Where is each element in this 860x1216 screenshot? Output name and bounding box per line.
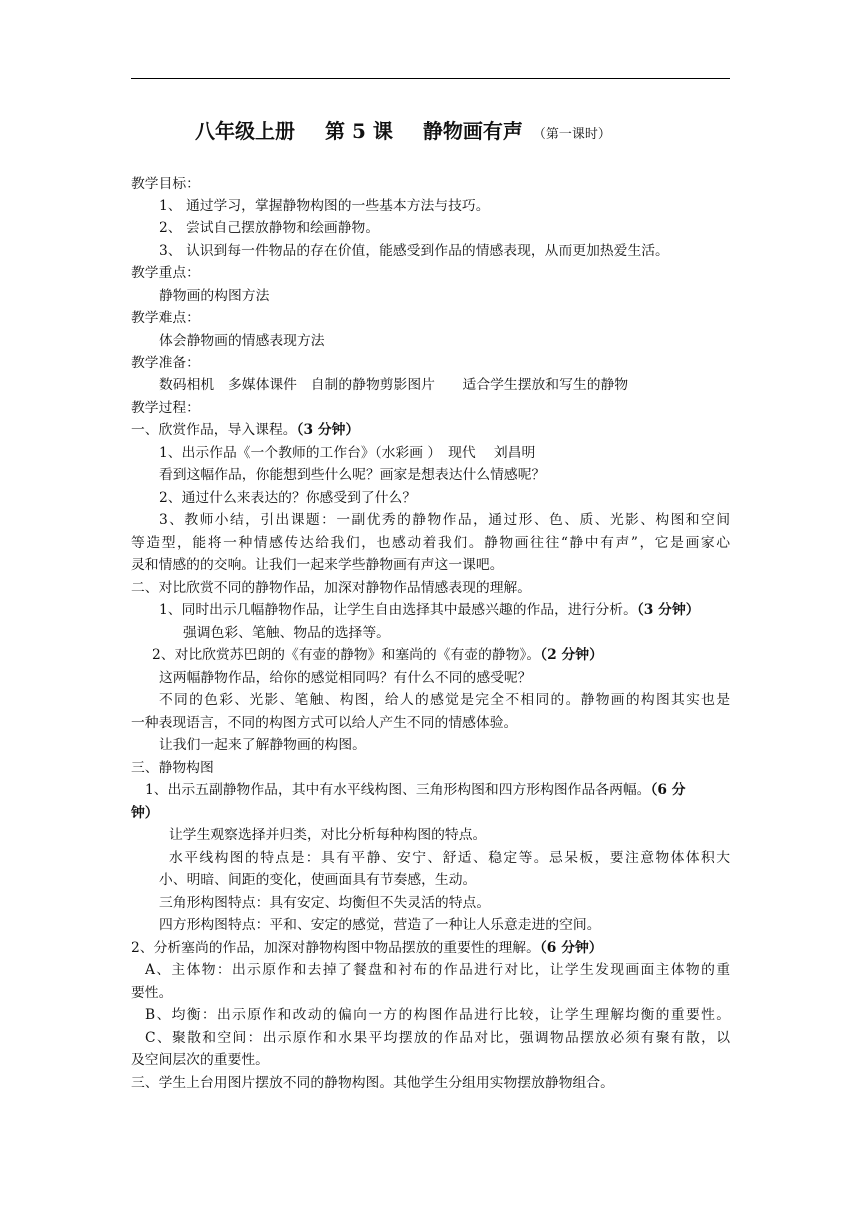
- part3-line-1-time-a: （6 分: [650, 782, 686, 798]
- goal-item-1: 1、 通过学习，掌握静物构图的一些基本方法与技巧。: [159, 198, 490, 214]
- part4-heading: 三、学生上台用图片摆放不同的静物构图。其他学生分组用实物摆放静物组合。: [131, 1075, 614, 1091]
- part1-heading-text: 一、欣赏作品，导入课程。: [131, 422, 297, 438]
- title-topic: 静物画有声: [422, 119, 523, 143]
- key-point-heading: 教学重点：: [131, 265, 200, 281]
- part1-line-2: 看到这幅作品，你能想到些什么呢？画家是想表达什么情感呢？: [159, 467, 546, 483]
- part3-line-2: 让学生观察选择并归类，对比分析每种构图的特点。: [169, 827, 487, 843]
- part3-line-7: [131, 937, 603, 959]
- part2-line-4: 这两幅静物作品，给你的感觉相同吗？有什么不同的感受呢？: [159, 670, 532, 686]
- part1-line-4: 3、教师小结，引出课题：一副优秀的静物作品，通过形、色、质、光影、构图和空间: [159, 512, 730, 528]
- title-session: （第一课时）: [532, 127, 611, 142]
- preparation-heading: 教学准备：: [131, 355, 200, 371]
- part3-line-3: 水平线构图的特点是：具有平静、安宁、舒适、稳定等。忌呆板，要注意物体体积大: [169, 850, 730, 866]
- part2-line-7: 让我们一起来了解静物画的构图。: [159, 737, 366, 753]
- part2-line-2: 强调色彩、笔触、物品的选择等。: [183, 625, 390, 641]
- goal-item-3: 3、 认识到每一件物品的存在价值，能感受到作品的情感表现，从而更加热爱生活。: [159, 243, 669, 259]
- part3-line-12: 及空间层次的重要性。: [131, 1052, 269, 1068]
- part3-line-4: 小、明暗、间距的变化，使画面具有节奏感，生动。: [159, 872, 477, 888]
- part3-line-6: 四方形构图特点：平和、安定的感觉，营造了一种让人乐意走进的空间。: [159, 917, 601, 933]
- part1-line-3: 2、通过什么来表达的？你感受到了什么？: [159, 490, 417, 506]
- part3-line-7-time: （6 分钟）: [539, 940, 603, 956]
- part1-line-6: 灵和情感的的交响。让我们一起来学些静物画有声这一课吧。: [131, 557, 504, 573]
- part2-line-1: [159, 599, 700, 621]
- goals-heading: 教学目标：: [131, 176, 200, 192]
- part2-line-1-time: （3 分钟）: [636, 602, 700, 618]
- part2-line-6: 一种表现语言，不同的构图方式可以给人产生不同的情感体验。: [131, 715, 518, 731]
- part3-line-8: A、主体物：出示原作和去掉了餐盘和衬布的作品进行对比，让学生发现画面主体物的重: [145, 962, 730, 978]
- part3-heading: 三、静物构图: [131, 760, 214, 776]
- part1-line-5: 等造型，能将一种情感传达给我们，也感动着我们。静物画往往“静中有声”，它是画家心: [131, 535, 730, 551]
- part1-heading: [131, 419, 359, 441]
- lesson-title: [195, 115, 611, 144]
- part3-line-10: B、均衡：出示原作和改动的偏向一方的构图作品进行比较，让学生理解均衡的重要性。: [145, 1007, 730, 1023]
- part2-line-5: 不同的色彩、光影、笔触、构图，给人的感觉是完全不相同的。静物画的构图其实也是: [159, 692, 730, 708]
- process-heading: 教学过程：: [131, 400, 200, 416]
- part3-line-1: [145, 779, 730, 801]
- part3-line-1-text: 1、出示五副静物作品，其中有水平线构图、三角形构图和四方形构图作品各两幅。: [145, 782, 651, 798]
- part3-line-7-text: 2、分析塞尚的作品，加深对静物构图中物品摆放的重要性的理解。: [131, 940, 540, 956]
- part2-heading: 二、对比欣赏不同的静物作品，加深对静物作品情感表现的理解。: [131, 580, 532, 596]
- difficulty-heading: 教学难点：: [131, 310, 200, 326]
- part3-line-5: 三角形构图特点：具有安定、均衡但不失灵活的特点。: [159, 895, 491, 911]
- goal-item-2: 2、 尝试自己摆放静物和绘画静物。: [159, 220, 380, 236]
- title-lesson: 第 5 课: [325, 119, 393, 143]
- difficulty-text: 体会静物画的情感表现方法: [159, 333, 325, 349]
- part2-line-3: [152, 644, 603, 666]
- part1-line-1: 1、出示作品《一个教师的工作台》（水彩画 ） 现代 刘昌明: [159, 445, 536, 461]
- part3-line-9: 要性。: [131, 985, 173, 1001]
- part2-line-3-text: 2、对比欣赏苏巴朗的《有壶的静物》和塞尚的《有壶的静物》。: [152, 647, 541, 663]
- part3-line-11: C、聚散和空间：出示原作和水果平均摆放的作品对比，强调物品摆放必须有聚有散，以: [145, 1030, 730, 1046]
- header-rule: [131, 78, 730, 79]
- title-grade: 八年级上册: [195, 119, 295, 143]
- part2-line-3-time: （2 分钟）: [540, 647, 603, 663]
- part1-time: （3 分钟）: [296, 422, 360, 438]
- key-point-text: 静物画的构图方法: [159, 288, 270, 304]
- part2-line-1-text: 1、同时出示几幅静物作品，让学生自由选择其中最感兴趣的作品，进行分析。: [159, 602, 637, 618]
- preparation-text: 数码相机 多媒体课件 自制的静物剪影图片 适合学生摆放和写生的静物: [159, 377, 629, 393]
- part3-line-1-time-b: 钟）: [131, 805, 159, 821]
